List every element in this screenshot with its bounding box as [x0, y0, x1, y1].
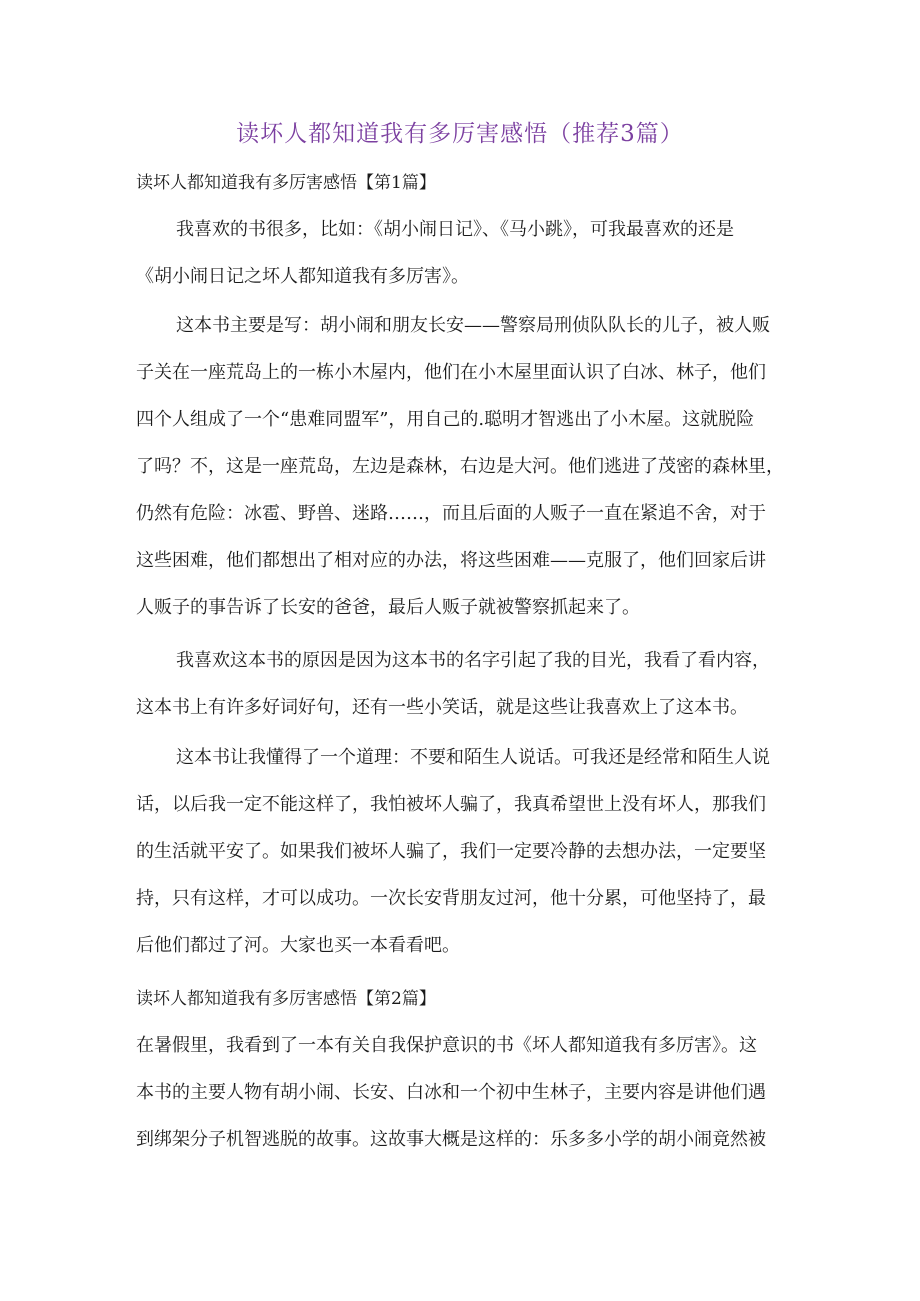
paragraph-1-4 — [136, 734, 792, 969]
text-line: 仍然有危险：冰雹、野兽、迷路……，而且后面的人贩子一直在紧追不舍，对于 — [136, 503, 766, 524]
document-title: 读坏人都知道我有多厉害感悟（推荐3篇） — [236, 121, 684, 147]
text-line: 这本书主要是写：胡小闹和朋友长安——警察局刑侦队队长的儿子，被人贩 — [176, 315, 770, 336]
text-line: 《胡小闹日记之坏人都知道我有多厉害》。 — [136, 266, 469, 287]
text-line: 子关在一座荒岛上的一栋小木屋内，他们在小木屋里面认识了白冰、林子，他们 — [136, 362, 766, 383]
text-line: 的生活就平安了。如果我们被坏人骗了，我们一定要冷静的去想办法，一定要坚 — [136, 841, 766, 862]
text-line: 了吗？不，这是一座荒岛，左边是森林，右边是大河。他们逃进了茂密的森林里， — [136, 456, 784, 477]
section-heading-2: 读坏人都知道我有多厉害感悟【第2篇】 — [136, 989, 436, 1009]
text-line: 我喜欢的书很多，比如：《胡小闹日记》、《马小跳》，可我最喜欢的还是 — [176, 219, 734, 240]
text-line: 这些困难，他们都想出了相对应的办法，将这些困难——克服了，他们回家后讲 — [136, 550, 766, 571]
paragraph-1-2 — [136, 302, 792, 631]
text-line: 本书的主要人物有胡小闹、长安、白冰和一个初中生林子，主要内容是讲他们遇 — [136, 1082, 766, 1103]
text-line: 这本书让我懂得了一个道理：不要和陌生人说话。可我还是经常和陌生人说 — [176, 747, 770, 768]
text-line: 在暑假里，我看到了一本有关自我保护意识的书《坏人都知道我有多厉害》。这 — [136, 1035, 757, 1056]
text-line: 这本书上有许多好词好句，还有一些小笑话，就是这些让我喜欢上了这本书。 — [136, 697, 748, 718]
text-line: 我喜欢这本书的原因是因为这本书的名字引起了我的目光，我看了看内容， — [176, 650, 770, 671]
section-heading-1: 读坏人都知道我有多厉害感悟【第1篇】 — [136, 173, 436, 193]
text-line: 人贩子的事告诉了长安的爸爸，最后人贩子就被警察抓起来了。 — [136, 597, 640, 618]
paragraph-2-1 — [136, 1022, 792, 1163]
text-line: 话，以后我一定不能这样了，我怕被坏人骗了，我真希望世上没有坏人，那我们 — [136, 794, 766, 815]
text-line: 四个人组成了一个“患难同盟军”，用自己的.聪明才智逃出了小木屋。这就脱险 — [136, 409, 755, 430]
text-line: 到绑架分子机智逃脱的故事。这故事大概是这样的：乐多多小学的胡小闹竟然被 — [136, 1129, 766, 1150]
text-line: 持，只有这样，才可以成功。一次长安背朋友过河，他十分累，可他坚持了，最 — [136, 888, 766, 909]
text-line: 后他们都过了河。大家也买一本看看吧。 — [136, 935, 460, 956]
paragraph-1-3 — [136, 637, 792, 731]
paragraph-1-1 — [136, 206, 792, 300]
